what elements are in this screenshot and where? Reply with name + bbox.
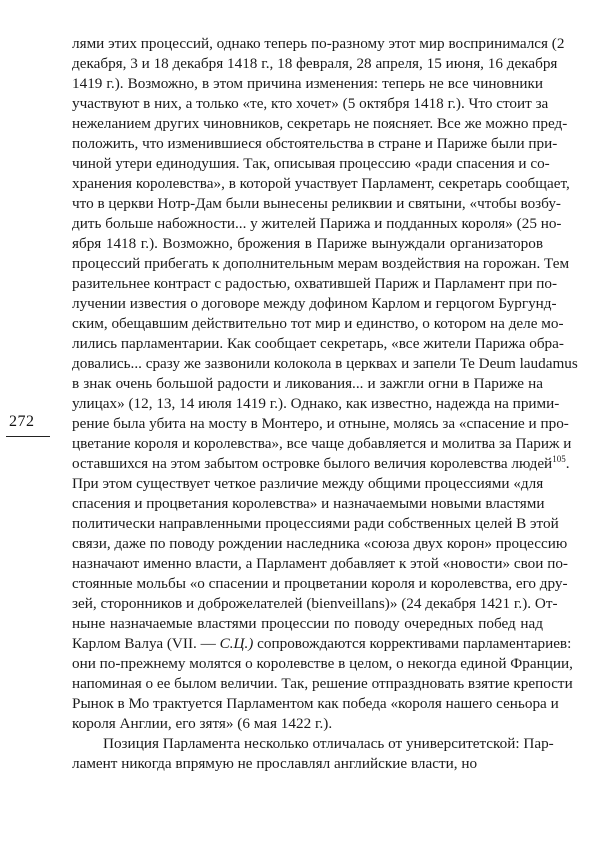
text-line: стоянные мольбы «о спасении и процветании короля и королевства, его дру-	[72, 575, 568, 592]
text-line: разительнее контраст с радостью, охватившей Париж и Парламент при по-	[72, 275, 558, 292]
paragraph-2	[72, 474, 573, 734]
text-line: политически направленными процессиями ради собственных целей В этой	[72, 515, 559, 532]
text-line: лями этих процессий, однако теперь по-разному этот мир воспринимался (2	[72, 35, 565, 52]
page-number-rule	[6, 436, 50, 437]
text-line	[72, 634, 572, 654]
text-line: ламент никогда впрямую не прославлял английские власти, но	[72, 755, 478, 772]
text-line: довались... сразу же зазвонили колокола в церквах и запели Te Deum laudamus	[72, 355, 578, 372]
text-line: 1419 г.). Возможно, в этом причина изменения: теперь не все чиновники	[72, 75, 543, 92]
text-line: они по-прежнему молятся о королевстве в целом, о некогда единой Франции,	[72, 655, 573, 672]
text-line: спасения и процветания королевства» и назначаемыми новыми властями	[72, 495, 545, 512]
text-segment: оставшихся на этом забытом островке былого величия королевства людей	[72, 455, 553, 472]
text-segment: .	[565, 455, 570, 472]
text-segment: сопровождаются коррективами парламентариев:	[253, 635, 572, 652]
text-line: нежеланием других чиновников, секретарь не поясняет. Все же можно пред-	[72, 115, 568, 132]
text-line: участвуют в них, а только «те, кто хочет» (5 октября 1418 г.). Что стоит за	[72, 95, 549, 112]
text-line: лились парламентарии. Как сообщает секретарь, «все жители Парижа обра-	[72, 335, 564, 352]
text-line: Рынок в Мо трактуется Парламентом как победа «короля нашего сеньора и	[72, 695, 559, 712]
text-line: назначают именно власти, а Парламент добавляет к этой «новости» свои по-	[72, 555, 568, 572]
text-line	[72, 454, 570, 474]
text-line: положить, что изменившиеся обстоятельства в стране и Париже были при-	[72, 135, 558, 152]
body-text	[72, 34, 578, 774]
text-line: зей, сторонников и доброжелателей (bienveillans)» (24 декабря 1421 г.). От-	[72, 595, 558, 612]
text-line: декабря, 3 и 18 декабря 1418 г., 18 февраля, 28 апреля, 15 июня, 16 декабря	[72, 55, 558, 72]
text-line: хранения королевства», в которой участвует Парламент, секретарь сообщает,	[72, 175, 570, 192]
text-line: ским, обещавшим действительно тот мир и единство, о котором на деле мо-	[72, 315, 564, 332]
text-line: улицах» (12, 13, 14 июля 1419 г.). Однако, как известно, надежда на прими-	[72, 395, 560, 412]
text-line: чиной утери единодушия. Так, описывая процессию «ради спасения и со-	[72, 155, 550, 172]
text-line: процессий прибегать к дополнительным мерам воздействия на горожан. Тем	[72, 255, 570, 272]
paragraph-1	[72, 34, 578, 474]
paragraph-3	[72, 734, 554, 774]
text-segment: Карлом Валуа (VII. —	[72, 635, 220, 652]
footnote-ref[interactable]: 105	[552, 454, 566, 464]
text-line: цветание короля и королевства», все чаще добавляется и молитва за Париж и	[72, 435, 572, 452]
text-line: ября 1418 г.). Возможно, брожения в Париже вынуждали организаторов	[72, 235, 543, 252]
text-line: связи, даже по поводу рождении наследника «союза двух корон» процессию	[72, 535, 568, 552]
text-line: дить больше набожности... у жителей Парижа и подданных короля» (25 но-	[72, 215, 562, 232]
page-number: 272	[9, 413, 35, 430]
text-line: лучении известия о договоре между дофином Карлом и герцогом Бургунд-	[72, 295, 557, 312]
text-line: При этом существует четкое различие между общими процессиями «для	[72, 475, 544, 492]
text-line: Позиция Парламента несколько отличалась от университетской: Пар-	[103, 735, 554, 752]
text-line: что в церкви Нотр-Дам были вынесены реликвии и святыни, «чтобы возбу-	[72, 195, 561, 212]
text-line: ныне назначаемые властями процессии по поводу очередных побед над	[72, 615, 543, 632]
text-line: в знак очень большой радости и ликования... и зажгли огни в Париже на	[72, 375, 543, 392]
text-line: напоминая о ее былом величии. Так, решение отпраздновать взятие крепости	[72, 675, 573, 692]
author-initials: С.Ц.)	[219, 635, 254, 652]
text-line: рение была убита на мосту в Монтеро, и отныне, молясь за «спасение и про-	[72, 415, 569, 432]
text-line: короля Англии, его зятя» (6 мая 1422 г.).	[72, 715, 333, 732]
